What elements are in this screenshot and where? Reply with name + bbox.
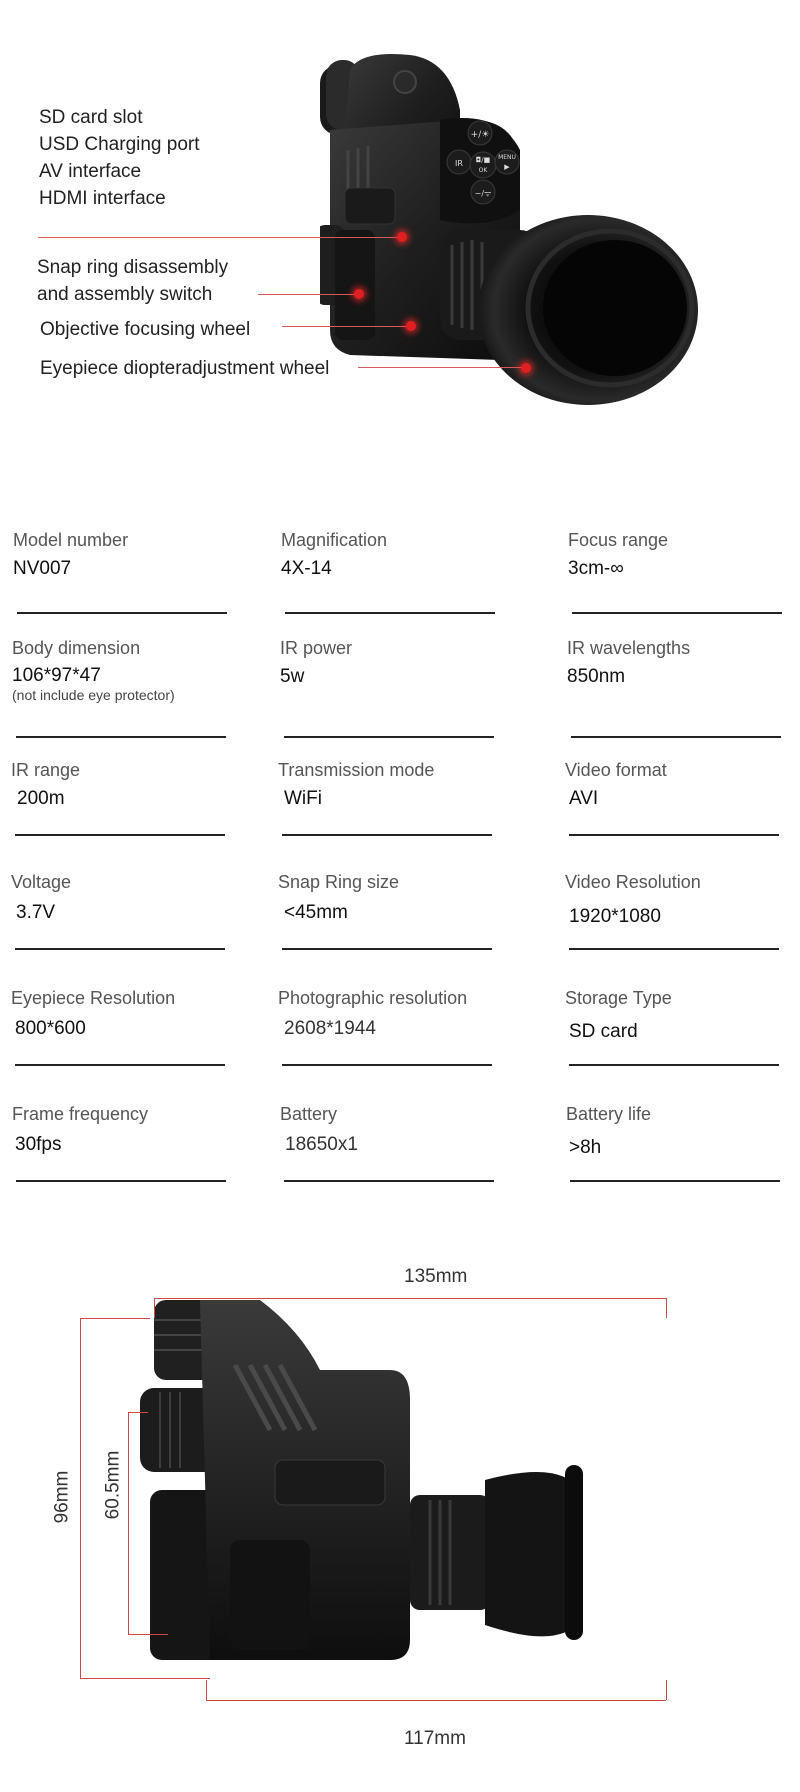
- spec-voltage: [11, 872, 221, 924]
- spec-model-number: [13, 530, 223, 580]
- spec-divider: [569, 1064, 779, 1066]
- dimension-length-line: [154, 1298, 666, 1299]
- spec-label: Frame frequency: [12, 1104, 149, 1124]
- photo-video-button: ◘/■: [475, 156, 491, 164]
- spec-label: Voltage: [11, 872, 72, 892]
- spec-focus-range: [568, 530, 778, 580]
- spec-note: (not include eye protector): [12, 687, 175, 703]
- dimension-height-tick-bottom: [80, 1678, 210, 1679]
- callout-objective-focusing-text: Objective focusing wheel: [40, 319, 251, 340]
- spec-value: 3.7V: [16, 902, 56, 923]
- spec-photographic-resolution: [278, 988, 488, 1040]
- spec-storage-type: [565, 988, 775, 1043]
- dimension-lens-height-label: 60.5mm: [102, 1450, 124, 1520]
- dimension-body-length-line: [206, 1700, 666, 1701]
- spec-divider: [572, 612, 782, 614]
- spec-body-dimension: [12, 638, 222, 703]
- dimension-length-tick-right: [666, 1298, 667, 1318]
- night-vision-device-front-image: [320, 50, 780, 470]
- spec-value: <45mm: [284, 902, 348, 923]
- callout-eyepiece-diopter-text: Eyepiece diopteradjustment wheel: [40, 358, 330, 379]
- callout-snap-ring-line-2: and assembly switch: [37, 284, 213, 305]
- spec-value: 106*97*47: [12, 665, 101, 686]
- spec-divider: [285, 612, 495, 614]
- spec-divider: [570, 1180, 780, 1182]
- callout-snap-ring-marker: [354, 289, 364, 299]
- spec-label: Battery: [280, 1104, 338, 1124]
- callout-sd-card-slot: SD card slot: [39, 107, 143, 128]
- spec-value: 1920*1080: [569, 906, 661, 927]
- spec-label: Snap Ring size: [278, 872, 400, 892]
- callout-objective-focusing-wheel: [40, 316, 250, 343]
- ir-button: IR: [455, 159, 463, 168]
- callout-ports-leader: [38, 237, 398, 238]
- callout-snap-ring-switch: [37, 254, 228, 308]
- callout-snap-ring-line-1: Snap ring disassembly: [37, 257, 229, 278]
- callout-snap-ring-leader: [258, 294, 358, 295]
- dimension-length-tick-left: [154, 1298, 155, 1318]
- spec-value: SD card: [569, 1021, 638, 1042]
- spec-value: 4X-14: [281, 558, 332, 579]
- spec-battery-life: [566, 1104, 776, 1159]
- spec-label: Video Resolution: [565, 872, 701, 892]
- callout-charging-port: USD Charging port: [39, 134, 200, 155]
- dimension-diagram-section: [0, 1240, 800, 1792]
- spec-video-resolution: [565, 872, 775, 928]
- spec-value: WiFi: [284, 788, 322, 809]
- minus-wifi-button: −/ᯤ: [474, 189, 492, 198]
- spec-value: 800*600: [15, 1018, 86, 1039]
- feature-callout-section: [0, 0, 800, 480]
- plus-brightness-button: +/☀: [470, 130, 490, 140]
- dimension-length-label: 135mm: [404, 1266, 468, 1287]
- dimension-body-tick-right: [666, 1680, 667, 1700]
- spec-battery: [280, 1104, 490, 1156]
- spec-divider: [284, 1180, 494, 1182]
- spec-ir-wavelengths: [567, 638, 777, 688]
- spec-ir-power: [280, 638, 490, 688]
- spec-label: Battery life: [566, 1104, 652, 1124]
- spec-value: 3cm-∞: [568, 558, 624, 579]
- dimension-height-tick-top: [80, 1318, 150, 1319]
- spec-divider: [569, 948, 779, 950]
- spec-divider: [15, 948, 225, 950]
- spec-label: Model number: [13, 530, 129, 550]
- spec-divider: [15, 834, 225, 836]
- spec-value: 850nm: [567, 666, 626, 687]
- spec-label: IR wavelengths: [567, 638, 691, 658]
- spec-divider: [284, 736, 494, 738]
- dimension-lens-height-line: [128, 1412, 129, 1634]
- dimension-height-label: 96mm: [51, 1470, 73, 1524]
- spec-transmission-mode: [278, 760, 488, 810]
- spec-value: 2608*1944: [284, 1018, 376, 1039]
- spec-label: Eyepiece Resolution: [11, 988, 176, 1008]
- spec-eyepiece-resolution: [11, 988, 221, 1040]
- callout-ports-marker: [397, 232, 407, 242]
- spec-divider: [16, 1180, 226, 1182]
- spec-label: IR power: [280, 638, 353, 658]
- callout-objective-leader: [282, 326, 410, 327]
- spec-value: 18650x1: [285, 1134, 358, 1155]
- callout-ports: [39, 104, 200, 212]
- spec-magnification: [281, 530, 491, 580]
- spec-frame-frequency: [12, 1104, 222, 1156]
- spec-value: 30fps: [15, 1134, 62, 1155]
- spec-label: Body dimension: [12, 638, 141, 658]
- callout-eyepiece-leader: [358, 367, 524, 368]
- spec-video-format: [565, 760, 775, 810]
- callout-eyepiece-diopter-wheel: [40, 355, 329, 382]
- play-icon: ▶: [504, 163, 510, 171]
- callout-objective-marker: [406, 321, 416, 331]
- night-vision-device-side-image: [140, 1280, 680, 1680]
- callout-hdmi-interface: HDMI interface: [39, 188, 166, 209]
- spec-label: IR range: [11, 760, 81, 780]
- spec-divider: [17, 612, 227, 614]
- dimension-body-tick-left: [206, 1680, 207, 1700]
- spec-value: 200m: [17, 788, 65, 809]
- callout-av-interface: AV interface: [39, 161, 142, 182]
- spec-divider: [571, 736, 781, 738]
- spec-divider: [569, 834, 779, 836]
- spec-label: Magnification: [281, 530, 388, 550]
- spec-grid: [0, 520, 800, 1200]
- ok-label: OK: [478, 167, 488, 174]
- spec-snap-ring-size: [278, 872, 488, 924]
- spec-divider: [282, 1064, 492, 1066]
- spec-ir-range: [11, 760, 221, 810]
- spec-value: >8h: [569, 1137, 602, 1158]
- spec-divider: [282, 948, 492, 950]
- spec-label: Focus range: [568, 530, 669, 550]
- spec-value: NV007: [13, 558, 72, 579]
- spec-label: Video format: [565, 760, 667, 780]
- spec-value: AVI: [569, 788, 599, 809]
- spec-divider: [16, 736, 226, 738]
- spec-label: Photographic resolution: [278, 988, 468, 1008]
- spec-label: Transmission mode: [278, 760, 435, 780]
- dimension-lens-tick-bottom: [128, 1634, 168, 1635]
- spec-divider: [15, 1064, 225, 1066]
- dimension-lens-tick-top: [128, 1412, 148, 1413]
- dimension-body-length-label: 117mm: [404, 1728, 466, 1749]
- spec-label: Storage Type: [565, 988, 672, 1008]
- spec-value: 5w: [280, 666, 305, 687]
- callout-eyepiece-marker: [521, 363, 531, 373]
- menu-button: MENU: [498, 154, 516, 161]
- spec-divider: [282, 834, 492, 836]
- dimension-height-line: [80, 1318, 81, 1678]
